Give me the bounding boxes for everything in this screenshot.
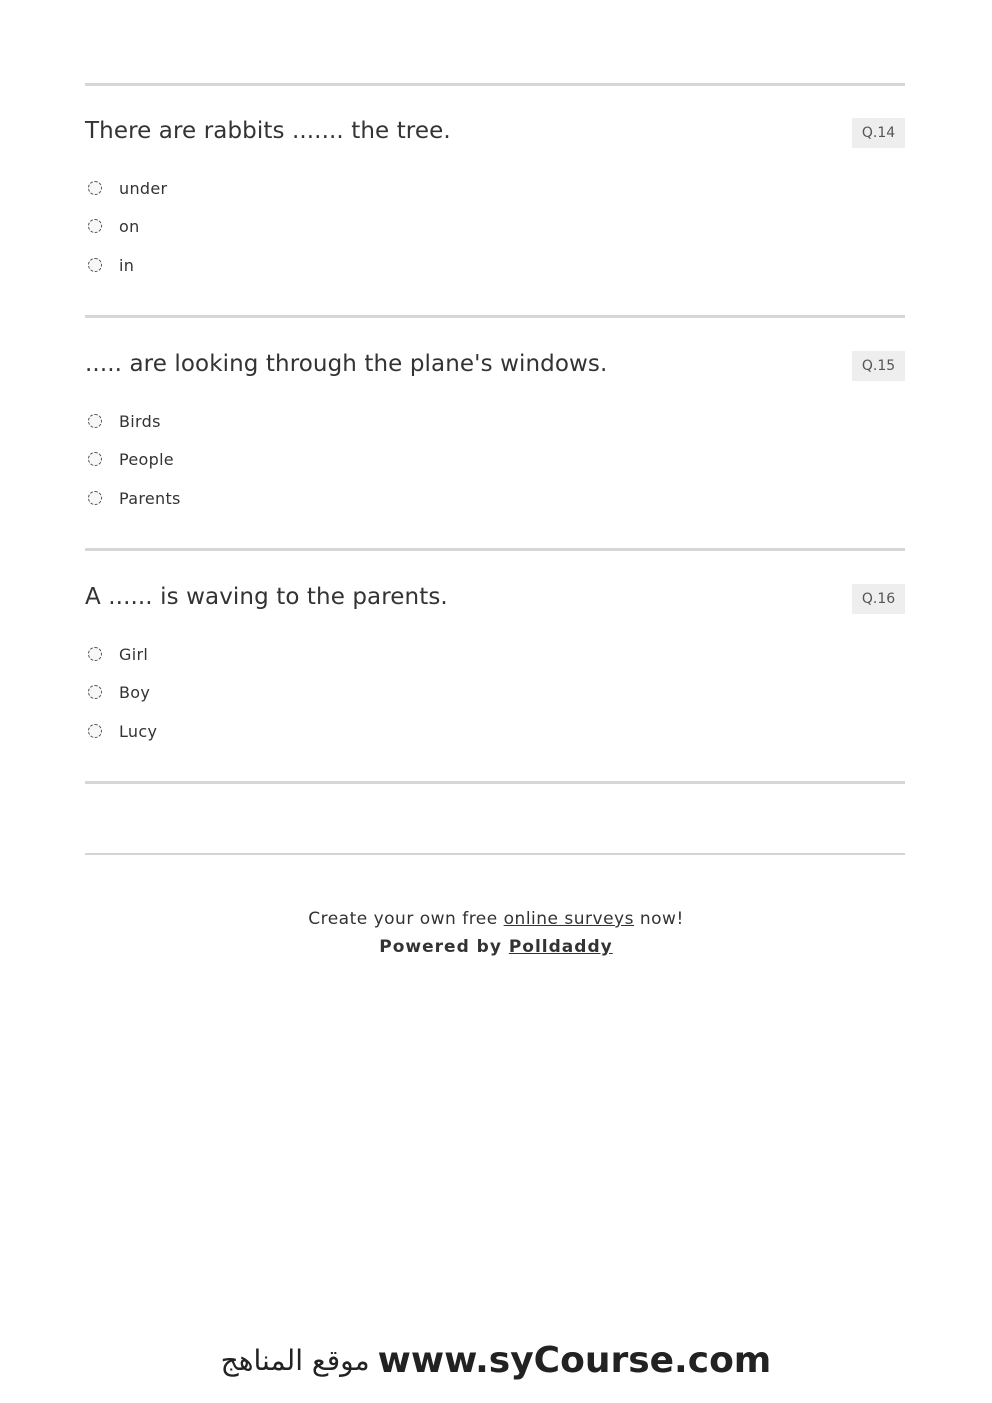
option-lucy[interactable] <box>85 719 157 743</box>
option-label: Boy <box>119 682 151 702</box>
option-label: Birds <box>119 411 161 431</box>
option-label: Parents <box>119 488 181 508</box>
option-in[interactable] <box>85 253 134 277</box>
radio-button[interactable] <box>88 181 102 195</box>
radio-button[interactable] <box>88 258 102 272</box>
divider <box>85 315 905 318</box>
option-label: Girl <box>119 644 149 664</box>
radio-button[interactable] <box>88 647 102 661</box>
watermark-url: www.syCourse.com <box>377 1340 772 1381</box>
question-text: A ...... is waving to the parents. <box>85 584 448 610</box>
option-boy[interactable] <box>85 680 150 704</box>
radio-button[interactable] <box>88 724 102 738</box>
online-surveys-link[interactable]: online surveys <box>503 909 634 929</box>
footer-divider <box>85 853 905 855</box>
footer-powered-prefix: Powered by <box>379 937 509 957</box>
option-under[interactable] <box>85 176 167 200</box>
question-number: Q.16 <box>852 584 905 614</box>
footer-powered <box>0 937 992 957</box>
question-text: ..... are looking through the plane's windows. <box>85 351 608 377</box>
watermark-arabic: موقع المناهج <box>220 1344 370 1377</box>
option-label: in <box>119 255 135 275</box>
radio-button[interactable] <box>88 452 102 466</box>
option-parents[interactable] <box>85 486 181 510</box>
radio-button[interactable] <box>88 219 102 233</box>
polldaddy-link[interactable]: Polldaddy <box>508 937 613 957</box>
question-number: Q.14 <box>852 118 905 148</box>
footer-create <box>0 909 992 929</box>
radio-button[interactable] <box>88 491 102 505</box>
divider <box>85 83 905 86</box>
radio-button[interactable] <box>88 685 102 699</box>
option-label: under <box>119 178 168 198</box>
option-people[interactable] <box>85 447 174 471</box>
footer-create-prefix: Create your own free <box>308 909 504 929</box>
footer-create-suffix: now! <box>633 909 684 929</box>
divider <box>85 781 905 784</box>
option-on[interactable] <box>85 214 140 238</box>
question-number: Q.15 <box>852 351 905 381</box>
watermark <box>0 1340 992 1381</box>
option-birds[interactable] <box>85 409 161 433</box>
radio-button[interactable] <box>88 414 102 428</box>
question-text: There are rabbits ....... the tree. <box>85 118 451 144</box>
option-label: Lucy <box>119 721 158 741</box>
divider <box>85 548 905 551</box>
option-label: on <box>119 216 140 236</box>
option-label: People <box>119 449 174 469</box>
option-girl[interactable] <box>85 642 148 666</box>
